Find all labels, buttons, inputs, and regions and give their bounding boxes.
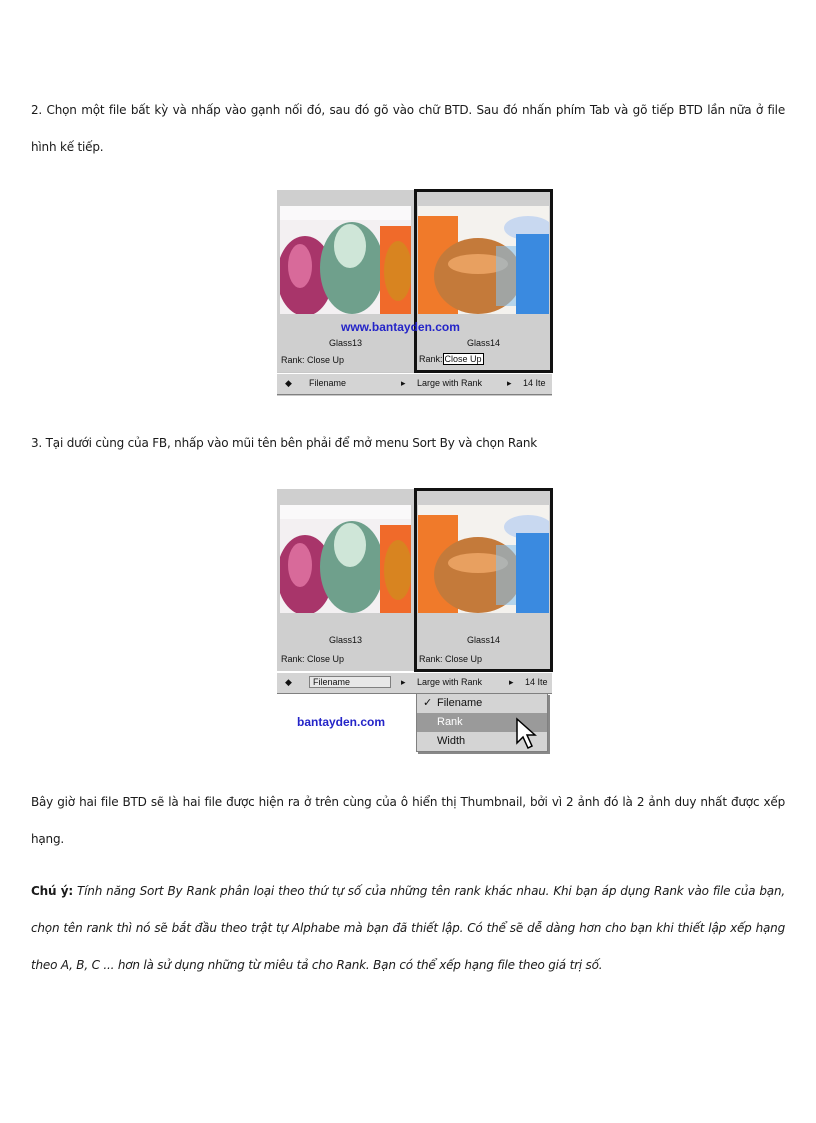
glass14-photo: [418, 206, 549, 314]
rank-field: [281, 654, 344, 664]
item-count: 14 Ite: [523, 378, 546, 388]
thumb-name: Glass14: [466, 635, 501, 645]
rank-field: [281, 355, 344, 365]
menu-item-label: Rank: [437, 716, 463, 728]
result-paragraph: Bây giờ hai file BTD sẽ là hai file được hiện ra ở trên cùng của ô hiển thị Thumbnail, bởi vì 2 ảnh đó là 2 ảnh duy nhất được xếp hạng.: [31, 795, 785, 846]
item-count: 14 Ite: [525, 677, 548, 687]
watermark: www.bantayden.com: [341, 320, 460, 334]
menu-item-label: Filename: [437, 697, 483, 709]
menu-item-label: Width: [437, 735, 466, 747]
rank-label: Rank:: [419, 354, 443, 364]
note-paragraph: [31, 873, 785, 984]
sort-by-menu[interactable]: Filename: [309, 676, 391, 688]
rank-edit-box[interactable]: Close Up: [444, 354, 482, 364]
status-bar: [277, 672, 552, 694]
rank-label: Rank:: [281, 355, 305, 365]
thumbnail-glass13[interactable]: [277, 489, 414, 671]
sort-toggle-icon[interactable]: ◆: [285, 677, 292, 687]
rank-value: Close Up: [445, 654, 483, 664]
rank-field: [419, 654, 482, 664]
thumbnail-glass14[interactable]: [415, 489, 552, 671]
thumbnail-glass13[interactable]: [277, 190, 414, 372]
glass13-photo: [280, 206, 411, 314]
sort-by-menu[interactable]: Filename: [309, 378, 347, 388]
mouse-pointer-icon: [515, 717, 539, 751]
thumbnail-glass14[interactable]: [415, 190, 552, 372]
rank-value: Close Up: [307, 654, 345, 664]
watermark: bantayden.com: [297, 715, 386, 729]
figure-rank-entry: [277, 190, 552, 396]
note-label: Chú ý:: [31, 884, 73, 898]
view-arrow-icon[interactable]: ▸: [509, 677, 514, 687]
note-body: Tính năng Sort By Rank phân loại theo thứ tự số của những tên rank khác nhau. Khi bạn áp dụng Rank vào file của bạn, chọn tên rank thì nó sẽ bắt đầu theo trật tự Alphabe mà bạn đã thiết lập. Có thể sẽ dễ dàng hơn cho bạn khi thiết lập xếp hạng theo A, B, C ... hơn là sử dụng những từ miêu tả cho Rank. Bạn có thể xếp hạng file theo giá trị số.: [31, 884, 785, 972]
thumb-name: Glass13: [328, 635, 363, 645]
rank-value: Close Up: [307, 355, 345, 365]
sort-toggle-icon[interactable]: ◆: [285, 378, 292, 388]
check-icon: ✓: [423, 697, 433, 709]
sort-arrow-icon[interactable]: ▸: [401, 677, 406, 687]
rank-label: Rank:: [281, 654, 305, 664]
view-menu[interactable]: Large with Rank: [417, 378, 483, 388]
status-bar: [277, 373, 552, 395]
rank-field[interactable]: [419, 354, 484, 364]
rank-label: Rank:: [419, 654, 443, 664]
step3-paragraph: 3. Tại dưới cùng của FB, nhấp vào mũi tên bên phải để mở menu Sort By và chọn Rank: [31, 436, 538, 450]
step2-paragraph: 2. Chọn một file bất kỳ và nhấp vào gạnh nối đó, sau đó gõ vào chữ BTD. Sau đó nhấn phím Tab và gõ tiếp BTD lần nữa ở file hình kế tiếp.: [31, 103, 785, 154]
sort-arrow-icon[interactable]: ▸: [401, 378, 406, 388]
thumb-name: Glass14: [466, 338, 501, 348]
figure-sort-menu: [277, 489, 552, 747]
menu-item-filename[interactable]: [417, 694, 547, 713]
view-menu[interactable]: Large with Rank: [417, 677, 483, 687]
glass14-photo: [418, 505, 549, 613]
thumb-name: Glass13: [328, 338, 363, 348]
glass13-photo: [280, 505, 411, 613]
view-arrow-icon[interactable]: ▸: [507, 378, 512, 388]
